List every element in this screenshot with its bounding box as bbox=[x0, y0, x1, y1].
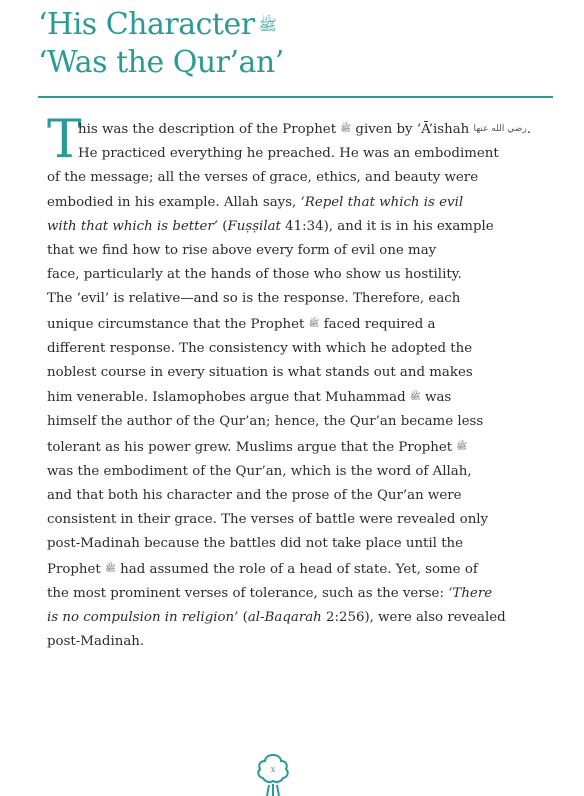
quote-text: is no compulsion in religion’ bbox=[47, 610, 239, 626]
text-line bbox=[47, 385, 502, 410]
title-line-1 bbox=[38, 6, 558, 44]
text-line: face, particularly at the hands of those who show us hostility. bbox=[47, 267, 462, 283]
text-line bbox=[47, 606, 506, 630]
page-number: x bbox=[270, 765, 276, 774]
text-span: his was the description of the Prophet bbox=[78, 122, 337, 137]
text-span: 2:256), were also revealed bbox=[321, 610, 506, 626]
text-span: . bbox=[526, 122, 531, 137]
text-line: that we find how to rise above every form of evil one may bbox=[47, 243, 437, 259]
honorific-icon: ﷺ bbox=[340, 124, 352, 134]
text-line: noblest course in every situation is what stands out and makes bbox=[47, 365, 473, 381]
text-line bbox=[47, 582, 502, 606]
title-line-1-text: ‘His Character bbox=[38, 7, 255, 42]
drop-cap: T bbox=[47, 110, 82, 170]
text-span: 41:34), and it is in his example bbox=[280, 218, 494, 234]
honorific-icon: رضي الله عنها bbox=[473, 124, 527, 134]
honorific-icon: ﷺ bbox=[409, 392, 421, 403]
quote-text: with that which is better’ bbox=[47, 218, 219, 234]
honorific-icon: ﷺ bbox=[105, 563, 116, 574]
text-span: ( bbox=[238, 610, 248, 626]
text-span: faced required a bbox=[319, 316, 436, 332]
text-line: He practiced everything he preached. He was an embodiment bbox=[78, 146, 499, 162]
text-span: had assumed the role of a head of state. Yet, some of bbox=[115, 561, 478, 577]
text-line bbox=[47, 435, 502, 460]
body-paragraph bbox=[47, 117, 531, 654]
text-span: unique circumstance that the Prophet bbox=[47, 316, 305, 332]
text-span: Prophet bbox=[47, 561, 101, 577]
text-line bbox=[47, 215, 502, 239]
text-span: the most prominent verses of tolerance, such as the verse: bbox=[47, 585, 449, 601]
title-line-2: ‘Was the Qur’an’ bbox=[38, 45, 284, 80]
surah-name: Fuṣṣilat bbox=[227, 218, 281, 234]
text-span: given by ‘Ā’ishah bbox=[351, 122, 470, 137]
surah-name: al-Baqarah bbox=[247, 610, 322, 626]
text-line: and that both his character and the prose of the Qur’an were bbox=[47, 488, 462, 504]
text-span: was bbox=[420, 390, 452, 406]
text-span: embodied in his example. Allah says, bbox=[47, 194, 301, 210]
text-line: was the embodiment of the Qur’an, which is the word of Allah, bbox=[47, 463, 472, 479]
text-line: different response. The consistency with which he adopted the bbox=[47, 340, 473, 356]
chapter-title bbox=[38, 6, 558, 81]
text-line bbox=[47, 117, 531, 142]
text-line bbox=[47, 557, 502, 582]
text-line: consistent in their grace. The verses of battle were revealed only bbox=[47, 512, 489, 528]
quote-text: ‘Repel that which is evil bbox=[300, 194, 464, 210]
honorific-icon: ﷺ bbox=[308, 318, 320, 329]
honorific-icon: ﷺ bbox=[456, 441, 468, 452]
text-line: of the message; all the verses of grace, ethics, and beauty were bbox=[47, 170, 479, 186]
text-span: ( bbox=[218, 218, 228, 234]
text-line bbox=[47, 191, 502, 215]
text-line: post-Madinah because the battles did not take place until the bbox=[47, 536, 464, 552]
text-span: him venerable. Islamophobes argue that Muhammad bbox=[47, 390, 406, 406]
title-divider bbox=[38, 96, 553, 98]
text-line bbox=[47, 312, 502, 337]
text-line: himself the author of the Qur’an; hence, the Qur’an became less bbox=[47, 414, 484, 430]
text-line: post-Madinah. bbox=[47, 634, 145, 650]
honorific-icon: ﷺ bbox=[258, 16, 277, 34]
page-ornament-icon bbox=[255, 752, 291, 796]
text-span: tolerant as his power grew. Muslims argue that the Prophet bbox=[47, 439, 453, 455]
text-line: The ‘evil’ is relative—and so is the response. Therefore, each bbox=[47, 291, 461, 307]
quote-text: ‘There bbox=[448, 585, 493, 601]
